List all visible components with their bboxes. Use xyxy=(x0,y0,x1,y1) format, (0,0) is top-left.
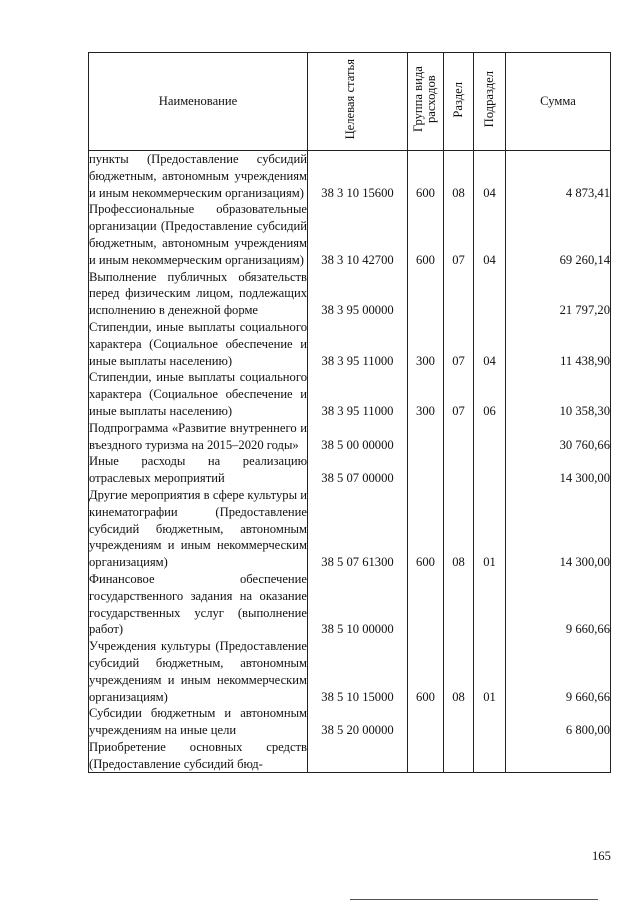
row-expense-group-cell xyxy=(408,453,444,487)
table-body xyxy=(89,151,611,773)
row-expense-group-cell xyxy=(408,269,444,319)
row-expense-group-cell: 300 xyxy=(408,319,444,369)
footer-line xyxy=(350,899,598,900)
table-row xyxy=(89,638,611,705)
row-expense-group-cell xyxy=(408,705,444,739)
table-row xyxy=(89,487,611,571)
header-section: Раздел xyxy=(444,53,474,151)
header-sum: Сумма xyxy=(506,53,611,151)
row-expense-group-cell: 600 xyxy=(408,487,444,571)
row-subsection-cell xyxy=(474,739,506,773)
row-target-article-cell: 38 5 00 00000 xyxy=(308,420,408,454)
header-target-article: Целевая статья xyxy=(308,53,408,151)
row-section-cell xyxy=(444,739,474,773)
header-name: Наименование xyxy=(89,53,308,151)
row-subsection-cell xyxy=(474,453,506,487)
row-section-cell xyxy=(444,453,474,487)
row-subsection-cell xyxy=(474,269,506,319)
row-name-cell: Стипендии, иные выплаты социального характера (Социальное обеспечение и иные выплаты населению) xyxy=(89,370,307,418)
row-target-article-cell: 38 3 10 15600 xyxy=(308,151,408,202)
row-target-article-cell: 38 5 20 00000 xyxy=(308,705,408,739)
row-name-cell: Иные расходы на реализацию отраслевых мероприятий xyxy=(89,454,307,486)
row-name-cell: Приобретение основных средств (Предоставление субсидий бюд- xyxy=(89,739,308,773)
row-section-cell xyxy=(444,705,474,739)
row-expense-group-cell xyxy=(408,571,444,638)
row-target-article-cell: 38 5 07 61300 xyxy=(308,487,408,571)
row-expense-group-cell: 600 xyxy=(408,638,444,705)
row-sum-cell: 14 300,00 xyxy=(506,453,611,487)
row-sum-cell xyxy=(506,739,611,773)
row-sum-cell: 9 660,66 xyxy=(506,571,611,638)
table-header-row xyxy=(89,53,611,151)
row-target-article-cell: 38 5 10 00000 xyxy=(308,571,408,638)
row-section-cell xyxy=(444,420,474,454)
row-name-cell: Субсидии бюджетным и автономным учреждениям на иные цели xyxy=(89,706,307,738)
row-subsection-cell: 04 xyxy=(474,201,506,268)
row-sum-cell: 30 760,66 xyxy=(506,420,611,454)
row-target-article-cell: 38 3 10 42700 xyxy=(308,201,408,268)
row-sum-cell: 69 260,14 xyxy=(506,201,611,268)
row-target-article-cell: 38 5 07 00000 xyxy=(308,453,408,487)
row-name-cell: Стипендии, иные выплаты социального характера (Социальное обеспечение и иные выплаты населению) xyxy=(89,319,307,368)
row-target-article-cell: 38 3 95 11000 xyxy=(308,319,408,369)
row-sum-cell: 9 660,66 xyxy=(506,638,611,705)
table-row xyxy=(89,201,611,268)
table-row xyxy=(89,453,611,487)
row-section-cell xyxy=(444,571,474,638)
table-row xyxy=(89,705,611,739)
row-expense-group-cell: 300 xyxy=(408,369,444,419)
row-name-cell: Финансовое обеспечение государственного задания на оказание государственных услуг (выполнение работ) xyxy=(89,571,307,637)
header-subsection: Подраздел xyxy=(474,53,506,151)
row-target-article-cell xyxy=(308,739,408,773)
table-row xyxy=(89,739,611,773)
row-target-article-cell: 38 3 95 00000 xyxy=(308,269,408,319)
row-name-cell: Подпрограмма «Развитие внутреннего и въездного туризма на 2015–2020 годы» xyxy=(89,420,307,452)
row-name-cell: Профессиональные образовательные организации (Предоставление субсидий бюджетным, автономным учреждениям и иным некоммерческим организациям) xyxy=(89,202,307,267)
row-subsection-cell xyxy=(474,705,506,739)
budget-table xyxy=(88,52,611,773)
row-target-article-cell: 38 5 10 15000 xyxy=(308,638,408,705)
row-expense-group-cell: 600 xyxy=(408,151,444,202)
row-subsection-cell: 06 xyxy=(474,369,506,419)
table-row xyxy=(89,420,611,454)
header-expense-group: Группа вида расходов xyxy=(408,53,444,151)
row-sum-cell: 11 438,90 xyxy=(506,319,611,369)
row-section-cell: 07 xyxy=(444,369,474,419)
table-row xyxy=(89,319,611,369)
row-name-cell: пункты (Предоставление субсидий бюджетным, автономным учреждениям и иным некоммерческим организациям) xyxy=(89,152,307,200)
row-section-cell: 07 xyxy=(444,201,474,268)
row-section-cell: 07 xyxy=(444,319,474,369)
row-name-cell: Выполнение публичных обязательств перед физическим лицом, подлежащих исполнению в денежной форме xyxy=(89,269,307,318)
row-subsection-cell xyxy=(474,420,506,454)
row-target-article-cell: 38 3 95 11000 xyxy=(308,369,408,419)
row-section-cell: 08 xyxy=(444,151,474,202)
row-section-cell: 08 xyxy=(444,487,474,571)
row-sum-cell: 10 358,30 xyxy=(506,369,611,419)
row-name-cell: Учреждения культуры (Предоставление субсидий бюджетным, автономным учреждениям и иным некоммерческим организациям) xyxy=(89,639,307,704)
row-subsection-cell: 01 xyxy=(474,487,506,571)
row-expense-group-cell: 600 xyxy=(408,201,444,268)
row-subsection-cell: 01 xyxy=(474,638,506,705)
row-name-cell: Другие мероприятия в сфере культуры и кинематографии (Предоставление субсидий бюджетным, автономным учреждениям и иным некоммерческим организациям) xyxy=(89,487,307,570)
table-row xyxy=(89,369,611,419)
row-sum-cell: 21 797,20 xyxy=(506,269,611,319)
row-expense-group-cell xyxy=(408,739,444,773)
row-subsection-cell: 04 xyxy=(474,319,506,369)
row-subsection-cell: 04 xyxy=(474,151,506,202)
row-expense-group-cell xyxy=(408,420,444,454)
page-number: 165 xyxy=(592,849,611,863)
row-subsection-cell xyxy=(474,571,506,638)
table-row xyxy=(89,151,611,202)
table-row xyxy=(89,571,611,638)
row-section-cell: 08 xyxy=(444,638,474,705)
row-section-cell xyxy=(444,269,474,319)
table-row xyxy=(89,269,611,319)
row-sum-cell: 6 800,00 xyxy=(506,705,611,739)
row-sum-cell: 14 300,00 xyxy=(506,487,611,571)
row-sum-cell: 4 873,41 xyxy=(506,151,611,202)
